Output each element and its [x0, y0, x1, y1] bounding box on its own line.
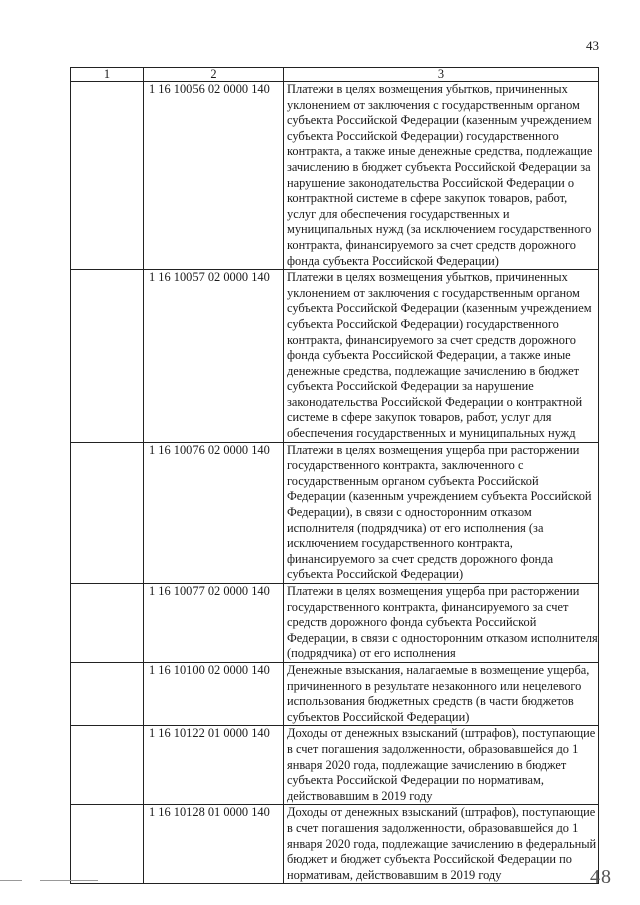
budget-code: 1 16 10076 02 0000 140	[144, 442, 284, 583]
revenue-description: Доходы от денежных взысканий (штрафов), поступающие в счет погашения задолженности, образовавшейся до 1 января 2020 года, подлежащие зачислению в федеральный бюджет и бюджет субъекта Российской Федерации по нормативам, действовавшим в 2019 году	[284, 805, 599, 884]
revenue-description: Платежи в целях возмещения убытков, причиненных уклонением от заключения с государственным органом субъекта Российской Федерации (казенным учреждением субъекта Российской Федерации) государственного контракта, финансируемого за счет средств дорожного фонда субъекта Российской Федерации, а также иные денежные средства, подлежащие зачислению в бюджет субъекта Российской Федерации за нарушение законодательства Российской Федерации о контрактной системе в сфере закупок товаров, работ, услуг для обеспечения государственных и муниципальных нужд	[284, 270, 599, 443]
budget-code: 1 16 10057 02 0000 140	[144, 270, 284, 443]
table-row	[71, 584, 599, 663]
revenue-description: Доходы от денежных взысканий (штрафов), поступающие в счет погашения задолженности, образовавшейся до 1 января 2020 года, подлежащие зачислению в бюджет субъекта Российской Федерации по нормативам, действовавшим в 2019 году	[284, 726, 599, 805]
revenue-description: Платежи в целях возмещения ущерба при расторжении государственного контракта, финансируемого за счет средств дорожного фонда субъекта Российской Федерации, в связи с односторонним отказом исполнителя (подрядчика) от его исполнения	[284, 584, 599, 663]
table-row	[71, 805, 599, 884]
column-header-3: 3	[284, 68, 599, 82]
revenue-description: Денежные взыскания, налагаемые в возмещение ущерба, причиненного в результате незаконного или нецелевого использования бюджетных средств (в части бюджетов субъектов Российской Федерации)	[284, 662, 599, 725]
budget-code: 1 16 10122 01 0000 140	[144, 726, 284, 805]
table-row	[71, 662, 599, 725]
empty-cell	[71, 805, 144, 884]
revenue-description: Платежи в целях возмещения убытков, причиненных уклонением от заключения с государственным органом субъекта Российской Федерации (казенным учреждением субъекта Российской Федерации) государственного контракта, а также иные денежные средства, подлежащие зачислению в бюджет субъекта Российской Федерации за нарушение законодательства Российской Федерации о контрактной системе в сфере закупок товаров, работ, услуг для обеспечения государственных и муниципальных нужд (за исключением государственного контракта, финансируемого за счет средств дорожного фонда субъекта Российской Федерации)	[284, 82, 599, 270]
column-header-2: 2	[144, 68, 284, 82]
budget-code: 1 16 10056 02 0000 140	[144, 82, 284, 270]
scan-artifact-line	[40, 880, 98, 881]
table-row	[71, 270, 599, 443]
table-row	[71, 442, 599, 583]
table-header-row	[71, 68, 599, 82]
table-row	[71, 726, 599, 805]
budget-code: 1 16 10128 01 0000 140	[144, 805, 284, 884]
empty-cell	[71, 82, 144, 270]
empty-cell	[71, 442, 144, 583]
revenue-codes-table	[70, 67, 599, 884]
empty-cell	[71, 270, 144, 443]
empty-cell	[71, 726, 144, 805]
page-number: 43	[586, 38, 599, 53]
revenue-description: Платежи в целях возмещения ущерба при расторжении государственного контракта, заключенного с государственным органом субъекта Российской Федерации (казенным учреждением субъекта Российской Федерации), в связи с односторонним отказом исполнителя (подрядчика) от его исполнения (за исключением государственного контракта, финансируемого за счет средств дорожного фонда субъекта Российской Федерации)	[284, 442, 599, 583]
budget-code: 1 16 10077 02 0000 140	[144, 584, 284, 663]
handwritten-page-stamp: 48	[590, 866, 612, 888]
budget-code: 1 16 10100 02 0000 140	[144, 662, 284, 725]
table-row	[71, 82, 599, 270]
empty-cell	[71, 584, 144, 663]
scan-artifact-line	[0, 880, 22, 881]
column-header-1: 1	[71, 68, 144, 82]
empty-cell	[71, 662, 144, 725]
